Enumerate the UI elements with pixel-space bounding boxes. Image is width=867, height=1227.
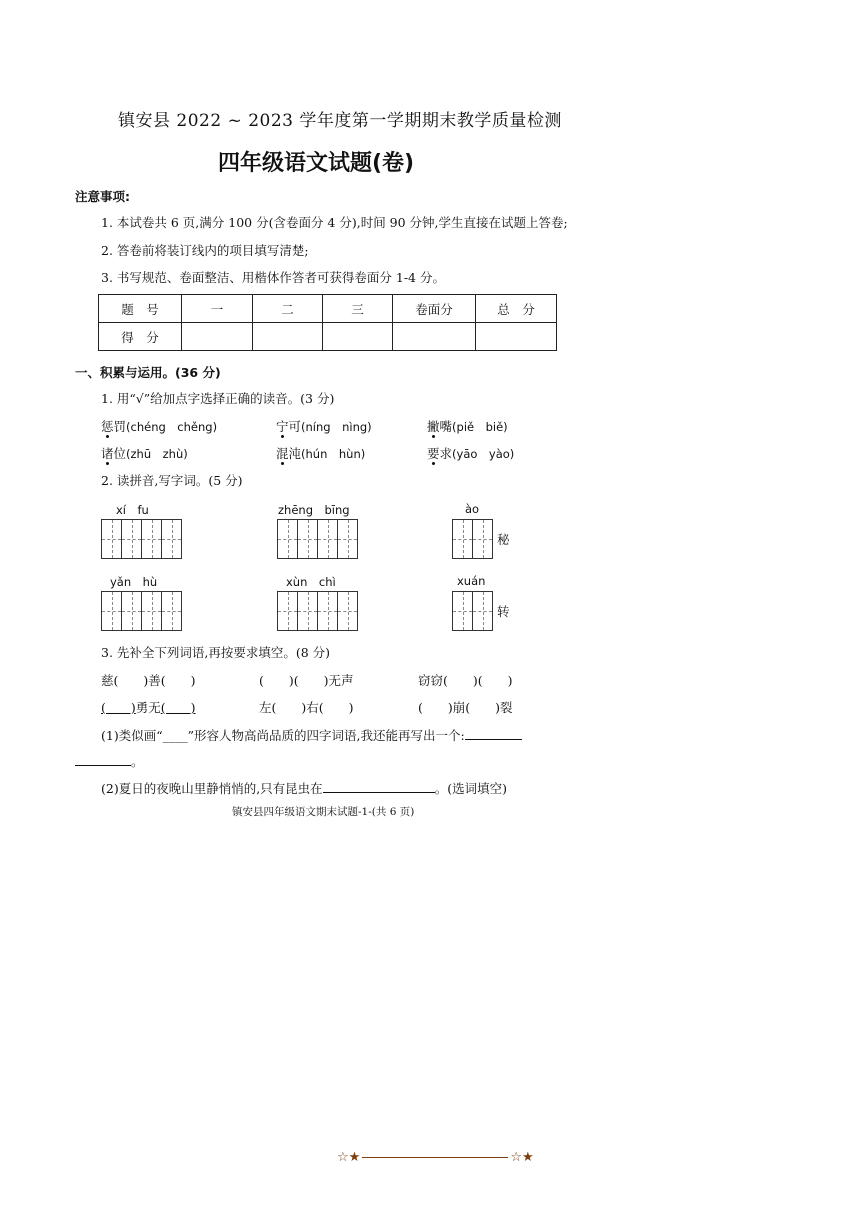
sub-question-1-continued (75, 752, 144, 770)
pinyin-options[interactable]: (zhū zhù) (126, 447, 188, 461)
word-rest: 位 (113, 446, 127, 461)
score-row-label: 得 分 (99, 323, 182, 351)
pronunciation-item (427, 417, 508, 435)
sub-question-2-text: (2)夏日的夜晚山里静悄悄的,只有昆虫在 (101, 781, 323, 796)
pinyin-label: xí fu (116, 503, 149, 517)
pinyin-label: yǎn hù (110, 575, 158, 589)
writing-grid[interactable] (277, 519, 358, 559)
pinyin-options[interactable]: (hún hùn) (301, 447, 366, 461)
score-table-score-row (99, 323, 557, 351)
score-input-cell[interactable] (476, 323, 557, 351)
score-table-header-row (99, 295, 557, 323)
decorative-line (362, 1157, 508, 1158)
dotted-char: 混 (276, 446, 289, 461)
pinyin-options[interactable]: (yāo yào) (452, 447, 515, 461)
pinyin-options[interactable]: (níng nìng) (301, 420, 372, 434)
word-rest: 求 (439, 446, 453, 461)
exam-main-title: 四年级语文试题(卷) (218, 151, 415, 176)
pinyin-label: xùn chì (286, 575, 336, 589)
idiom-blank[interactable] (101, 698, 196, 716)
exam-county-title: 镇安县 2022 ~ 2023 学年度第一学期期末教学质量检测 (118, 111, 562, 131)
score-input-cell[interactable] (253, 323, 323, 351)
sub-question-1-text: (1)类似画“____”形容人物高尚品质的四字词语,我还能再写出一个: (101, 728, 465, 743)
suffix-char: 秘 (497, 532, 510, 547)
score-table-cell: 卷面分 (393, 295, 476, 323)
period-mark: 。 (131, 754, 144, 769)
idiom-blank[interactable]: 窃窃( )( ) (418, 673, 513, 688)
pronunciation-item (276, 444, 365, 462)
idiom-blank[interactable]: 慈( )善( ) (101, 673, 196, 688)
word-rest: 沌 (288, 446, 302, 461)
sub-question-2 (101, 779, 507, 797)
pinyin-options[interactable]: (piě biě) (452, 420, 508, 434)
star-icon: ☆★ (337, 1150, 361, 1165)
pronunciation-item (101, 444, 188, 462)
question-2-prompt: 2. 读拼音,写字词。(5 分) (101, 473, 243, 488)
dotted-char: 撇 (427, 419, 440, 434)
answer-blank[interactable] (465, 739, 522, 740)
score-table (98, 294, 557, 351)
question-1-prompt: 1. 用“√”给加点字选择正确的读音。(3 分) (101, 391, 335, 406)
note-item: 1. 本试卷共 6 页,满分 100 分(含卷面分 4 分),时间 90 分钟,学生直接在试题上答卷; (101, 215, 568, 230)
word-rest: 可 (288, 419, 302, 434)
note-item: 2. 答卷前将装订线内的项目填写清楚; (101, 243, 309, 258)
sub-question-2-suffix: 。(选词填空) (434, 781, 507, 796)
score-table-cell: 题 号 (99, 295, 182, 323)
dotted-char: 宁 (276, 419, 289, 434)
section-heading: 一、积累与运用。(36 分) (75, 365, 221, 380)
writing-grid[interactable] (452, 519, 493, 559)
sub-question-1 (101, 726, 522, 744)
answer-blank[interactable] (323, 792, 435, 793)
notes-heading: 注意事项: (75, 189, 130, 204)
score-table-cell: 总 分 (476, 295, 557, 323)
writing-grid[interactable] (452, 591, 493, 631)
score-table-cell: 三 (323, 295, 393, 323)
pinyin-label: zhēng bīng (278, 503, 350, 517)
score-input-cell[interactable] (323, 323, 393, 351)
page-footer: 镇安县四年级语文期末试题-1-(共 6 页) (232, 806, 415, 818)
word-rest: 罚 (113, 419, 127, 434)
dotted-char: 要 (427, 446, 440, 461)
writing-grid[interactable] (101, 519, 182, 559)
answer-blank[interactable] (75, 765, 131, 766)
star-icon: ☆★ (510, 1150, 534, 1165)
writing-grid[interactable] (101, 591, 182, 631)
idiom-blank[interactable]: ( )( )无声 (259, 673, 354, 688)
score-input-cell[interactable] (393, 323, 476, 351)
pronunciation-item (276, 417, 372, 435)
idiom-text: 勇无 (135, 700, 161, 715)
score-table-cell: 二 (253, 295, 323, 323)
score-input-cell[interactable] (182, 323, 253, 351)
pronunciation-item (427, 444, 514, 462)
dotted-char: 诸 (101, 446, 114, 461)
underlined-blank[interactable]: ( ) (101, 700, 136, 715)
suffix-char: 转 (497, 604, 510, 619)
score-table-cell: 一 (182, 295, 253, 323)
pinyin-label: xuán (457, 574, 486, 588)
footer-decoration (337, 1150, 534, 1165)
writing-grid[interactable] (277, 591, 358, 631)
idiom-blank[interactable]: 左( )右( ) (259, 700, 354, 715)
word-rest: 嘴 (439, 419, 453, 434)
idiom-blank[interactable]: ( )崩( )裂 (418, 700, 513, 715)
pinyin-label: ào (465, 502, 480, 516)
note-item: 3. 书写规范、卷面整洁、用楷体作答者可获得卷面分 1-4 分。 (101, 270, 445, 285)
pronunciation-item (101, 417, 217, 435)
underlined-blank[interactable]: ( ) (160, 700, 196, 715)
dotted-char: 惩 (101, 419, 114, 434)
question-3-prompt: 3. 先补全下列词语,再按要求填空。(8 分) (101, 645, 331, 660)
pinyin-options[interactable]: (chéng chěng) (126, 420, 218, 434)
